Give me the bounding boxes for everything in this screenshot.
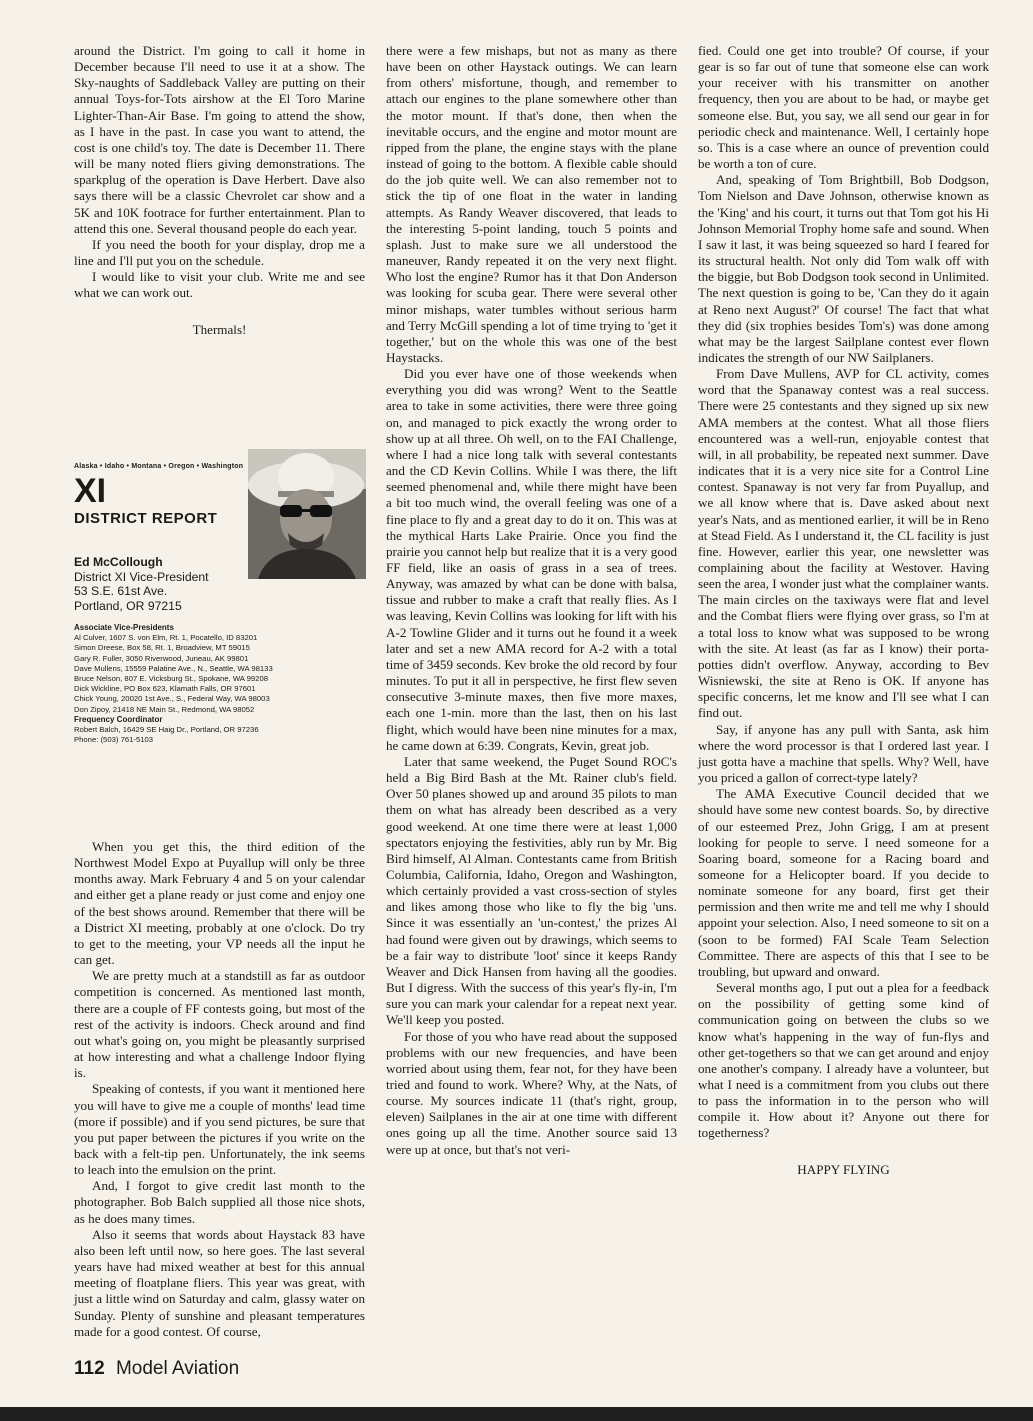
portrait-photo-icon — [248, 449, 366, 579]
assoc-item: Dick Wickline, PO Box 623, Klamath Falls, OR 97601 — [74, 684, 256, 694]
paragraph: We are pretty much at a standstill as far as outdoor competition is concerned. As mentioned last month, there are a couple of FF contests going, but most of the rest of the activity is indoors. Check around and find out what's going on, you might be pleasantly surprised at how interesting and what a challenge Indoor flying is. — [74, 968, 365, 1081]
assoc-item: Chick Young, 20020 1st Ave., S., Federal Way, WA 98003 — [74, 694, 270, 704]
vp-contact — [74, 555, 209, 613]
paragraph: Also it seems that words about Haystack 83 have also been left until now, so here goes. The last several years have had mixed weather at best for this annual meeting of floatplane fliers. This year was great, with just a little wind on Saturday and calm, glassy water on Sunday. Plenty of sunshine and pleasant temperatures made for a good contest. Of course, — [74, 1226, 365, 1339]
paragraph: Speaking of contests, if you want it mentioned here you will have to give me a couple of months' lead time (more if possible) and if you send pictures, be sure that you put paper between the pictures if you write on the back with a felt-tip pen. Unfortunately, the ink seems to leach into the emulsion on the print. — [74, 1081, 365, 1178]
column-1 — [74, 43, 365, 1340]
column-2 — [386, 43, 677, 1158]
column-3 — [698, 43, 989, 1178]
magazine-name: Model Aviation — [115, 1358, 240, 1379]
page-folio — [74, 1358, 239, 1380]
paragraph: Several months ago, I put out a plea for a feedback on the possibility of getting some kind of communication going on between the clubs so we know what's happening in the way of fun-flys and other get-togethers so that we can get around and enjoy one another's company. I already have a volunteer, but what I need is a commitment from you clubs out there to pass the information in to the person who will compile it. How about it? Anyone out there for togetherness? — [698, 980, 989, 1141]
paragraph: If you need the booth for your display, drop me a line and I'll put you on the schedule. — [74, 236, 365, 269]
assoc-item: Al Culver, 1607 S. von Elm, Rt. 1, Pocatello, ID 83201 — [74, 633, 258, 643]
assoc-header: Associate Vice-Presidents — [74, 623, 174, 632]
signoff-happy-flying: HAPPY FLYING — [797, 1161, 890, 1177]
paragraph: I would like to visit your club. Write me and see what we can work out. — [74, 269, 365, 301]
associate-vps — [74, 623, 374, 745]
vp-street: 53 S.E. 61st Ave. — [74, 584, 168, 598]
signoff-thermals: Thermals! — [192, 321, 247, 337]
paragraph: From Dave Mullens, AVP for CL activity, comes word that the Spanaway contest was a real success. There were 25 contestants and they signed up six new AMA members at the contest. What all those fliers encountered was a well-run, enjoyable contest that will, in all probability, be repeated next summer. Dave indicates that it is a very nice site for a Control Line contest. Spanaway is not very far from Puyallup, and we all know where that is. Dave asked about next year's Nats, and as mentioned earlier, it will be in Reno at Stead Field. As I understand it, the CL facility is just fine. However, earlier this year, one newsletter was complaining about the facility at Westover. Having seen the area, I wonder just what the complainer wants. The main circles on the taxiways were flat and level and the Combat fliers were flying over grass, so I'm at a total loss to know what was supposed to be wrong with the site. At least (as far as I know) their porta-potties didn't overflow. Anyway, according to Bev Wisniewski, the site at Reno is OK. If anyone has specific concerns, let me know and I'll see what I can find out. — [698, 366, 989, 721]
assoc-item: Gary R. Fuller, 3050 Riverwood, Juneau, AK 99801 — [74, 653, 249, 663]
paragraph: Say, if anyone has any pull with Santa, ask him where the word processor is that I ordered last year. I just gotta have a machine that spells. Why? Well, have you priced a gallon of correct-type lately? — [698, 721, 989, 786]
paragraph: The AMA Executive Council decided that we should have some new contest boards. So, by directive of our esteemed Prez, John Grigg, I am at present looking for people to serve. I need someone for a Soaring board, someone for a Racing board and someone for a Helicopter board. If you decide to nominate someone for any board, first get their permission and then write me and tell me why I should appoint your selection. Also, I need someone to sit on a (soon to be formed) FAI Scale Team Selection Committee. There are aspects of this that I see to be troubling, but upward and onward. — [698, 786, 989, 979]
assoc-item: Don Zipoy, 21418 NE Main St., Redmond, WA 98052 — [74, 704, 255, 714]
page-number: 112 — [74, 1358, 105, 1379]
paragraph: For those of you who have read about the supposed problems with our new frequencies, and have been worried about using them, fear not, for they have been tried and found to work. Where? Why, at the Nats, of course. My sources indicate 11 (that's right, group, eleven) Sailplanes in the air at one time with different ones going up all the time. Another source said 13 were up at once, but that's not veri- — [386, 1028, 677, 1157]
paragraph: And, I forgot to give credit last month to the photographer. Bob Balch supplied all those nice shots, as he does many times. — [74, 1178, 365, 1226]
paragraph: Did you ever have one of those weekends when everything you did was wrong? Went to the Seattle area to take in some activities, there were three going on, and managed to pick exactly the wrong order to show up at all three. Oh well, on to the FAI Challenge, where I had a nice long talk with several contestants and the CD Kevin Collins. While I was there, the lift seemed phenomenal and, while there might have been a bit too much wind, the overall feeling was one of a fine place to fly and a great day to do it on. This was at the mythical Harts Lake Prairie. Once you find the prairie you cannot help but realize that it is a very good FF field, like an oasis of grass in a sea of trees. Anyway, was amazed by what can be done with balsa, tissue and rubber to make a craft that really flies. As I was leaving, Kevin Collins was looking for lift with his A-2 Towline Glider and it turns out he found it a week later and set a new AMA record for A-2 with a total time of 3459 seconds. Kev broke the old record by four minutes. To put it all in perspective, he first flew seven consecutive 3-minute maxes, then five more maxes, each one 1-min. more than the last, then on his last flight, which would have been nine minutes for a max, he came down at 6:39. Congrats, Kevin, great job. — [386, 366, 677, 753]
paragraph: Later that same weekend, the Puget Sound ROC's held a Big Bird Bash at the Mt. Rainer club's field. Over 50 planes showed up and around 35 pilots to man them on what has already been described as a very good weekend. At one time there were at least 1,000 spectators enjoying the festivities, ably run by Mr. Big Bird himself, Al Alman. Contestants came from British Columbia, California, Idaho, Oregon and Washington, which certainly provided a vast cross-section of styles and likes among those who like to fly the big 'uns. Since it was essentially an 'un-contest,' the prizes Al had found were given out by drawings, which seems to be a fair way to distribute 'loot' since it keeps Randy Weaver and Dick Hansen from having all the goodies. But I digress. With the success of this year's fly-in, I'm sure you can mark your calendar for a repeat next year. We'll keep you posted. — [386, 753, 677, 1028]
paragraph: When you get this, the third edition of the Northwest Model Expo at Puyallup will only be three months away. Mark February 4 and 5 on your calendar and either get a plane ready or just come and enjoy one of the best shows around. Remember that there will be a District XI meeting, probably at one o'clock. Do try to get to the meeting, your VP needs all the input he can get. — [74, 839, 365, 968]
assoc-item: Dave Mullens, 15559 Palatine Ave., N., Seattle, WA 98133 — [74, 663, 273, 673]
freq-header: Frequency Coordinator — [74, 714, 163, 724]
assoc-item: Bruce Nelson, 807 E. Vicksburg St., Spokane, WA 99208 — [74, 674, 269, 684]
district-number: XI — [74, 472, 107, 510]
vp-city: Portland, OR 97215 — [74, 598, 182, 613]
vp-title: District XI Vice-President — [74, 569, 209, 584]
paragraph: fied. Could one get into trouble? Of course, if your gear is so far out of tune that someone else can work your receiver with his transmitter on another frequency, then you are about to be had, or maybe get someone else. But, you say, we all send our gear in for periodic check and maintenance. Well, I certainly hope so. This is a case where an ounce of prevention could be worth a ton of cure. — [698, 43, 989, 172]
report-title: DISTRICT REPORT — [74, 510, 218, 527]
scan-edge — [0, 1407, 1033, 1421]
paragraph: there were a few mishaps, but not as many as there have been on other Haystack outings. We can learn from others' misfortune, though, and remember to attach our engines to the plane somewhere other than the motor mount. If that's done, then when the inevitable occurs, and the engine and motor mount are ripped from the plane, the engine stays with the plane instead of going to the bottom. A flexible cable should do the job quite well. We can also remember not to stick the tip of one float in the water in landing attempts. As Randy Weaver discovered, that leads to the interesting 5-point landing, touch 5 points and splash. Just to make sure we all understood the maneuver, Randy repeated it on the very next flight. Who lost the engine? Rumor has it that Don Anderson was looking for scuba gear. There were several other minor mishaps, water tumbles without serious harm and Terry McGill spending a lot of time trying to 'get it together,' but on the whole this was one of the best Haystacks. — [386, 43, 677, 365]
column-1-bottom — [74, 839, 365, 1340]
district-report-sidebar — [74, 459, 365, 839]
freq-phone: Phone: (503) 761-5103 — [74, 735, 154, 745]
states-list: Alaska • Idaho • Montana • Oregon • Washington — [74, 463, 244, 470]
assoc-item: Simon Dreese, Box 58, Rt. 1, Broadview, MT 59015 — [74, 643, 250, 653]
freq-name: Robert Balch, 16429 SE Haig Dr., Portland, OR 97236 — [74, 725, 259, 735]
vp-name: Ed McCollough — [74, 555, 163, 569]
paragraph: And, speaking of Tom Brightbill, Bob Dodgson, Tom Nielson and Dave Johnson, otherwise known as the 'King' and his court, it turns out that Tom got his Hi Johnson Memorial Trophy home safe and sound. When I saw it last, it was being squeezed so hard I feared for its structural health. Not only did Tom walk off with the biggie, but Bob Dodgson took second in Unlimited. The next question is going to be, 'Can they do it again at Reno next August?' Of course! The fact that what they did (six trophies besides Tom's) was done among what may be the largest Sailplane contest ever flown indicates the strength of our NW Sailplaners. — [698, 172, 989, 365]
paragraph: around the District. I'm going to call it home in December because I'll need to use it at a show. The Sky-naughts of Saddleback Valley are putting on their annual Toys-for-Tots airshow at the El Toro Marine Lighter-Than-Air Base. I'm going to attend the show, as I have in the past. In case you want to attend, the cost is one child's toy. The date is December 11. There will be many noted fliers giving demonstrations. The sparkplug of the operation is Dave Herbert. Dave also says there will be a classic Chevrolet car show and a 5K and 10K footrace for further entertainment. Plan to attend this one. Several thousand people do each year. — [74, 43, 365, 236]
column-1-top — [74, 43, 365, 413]
